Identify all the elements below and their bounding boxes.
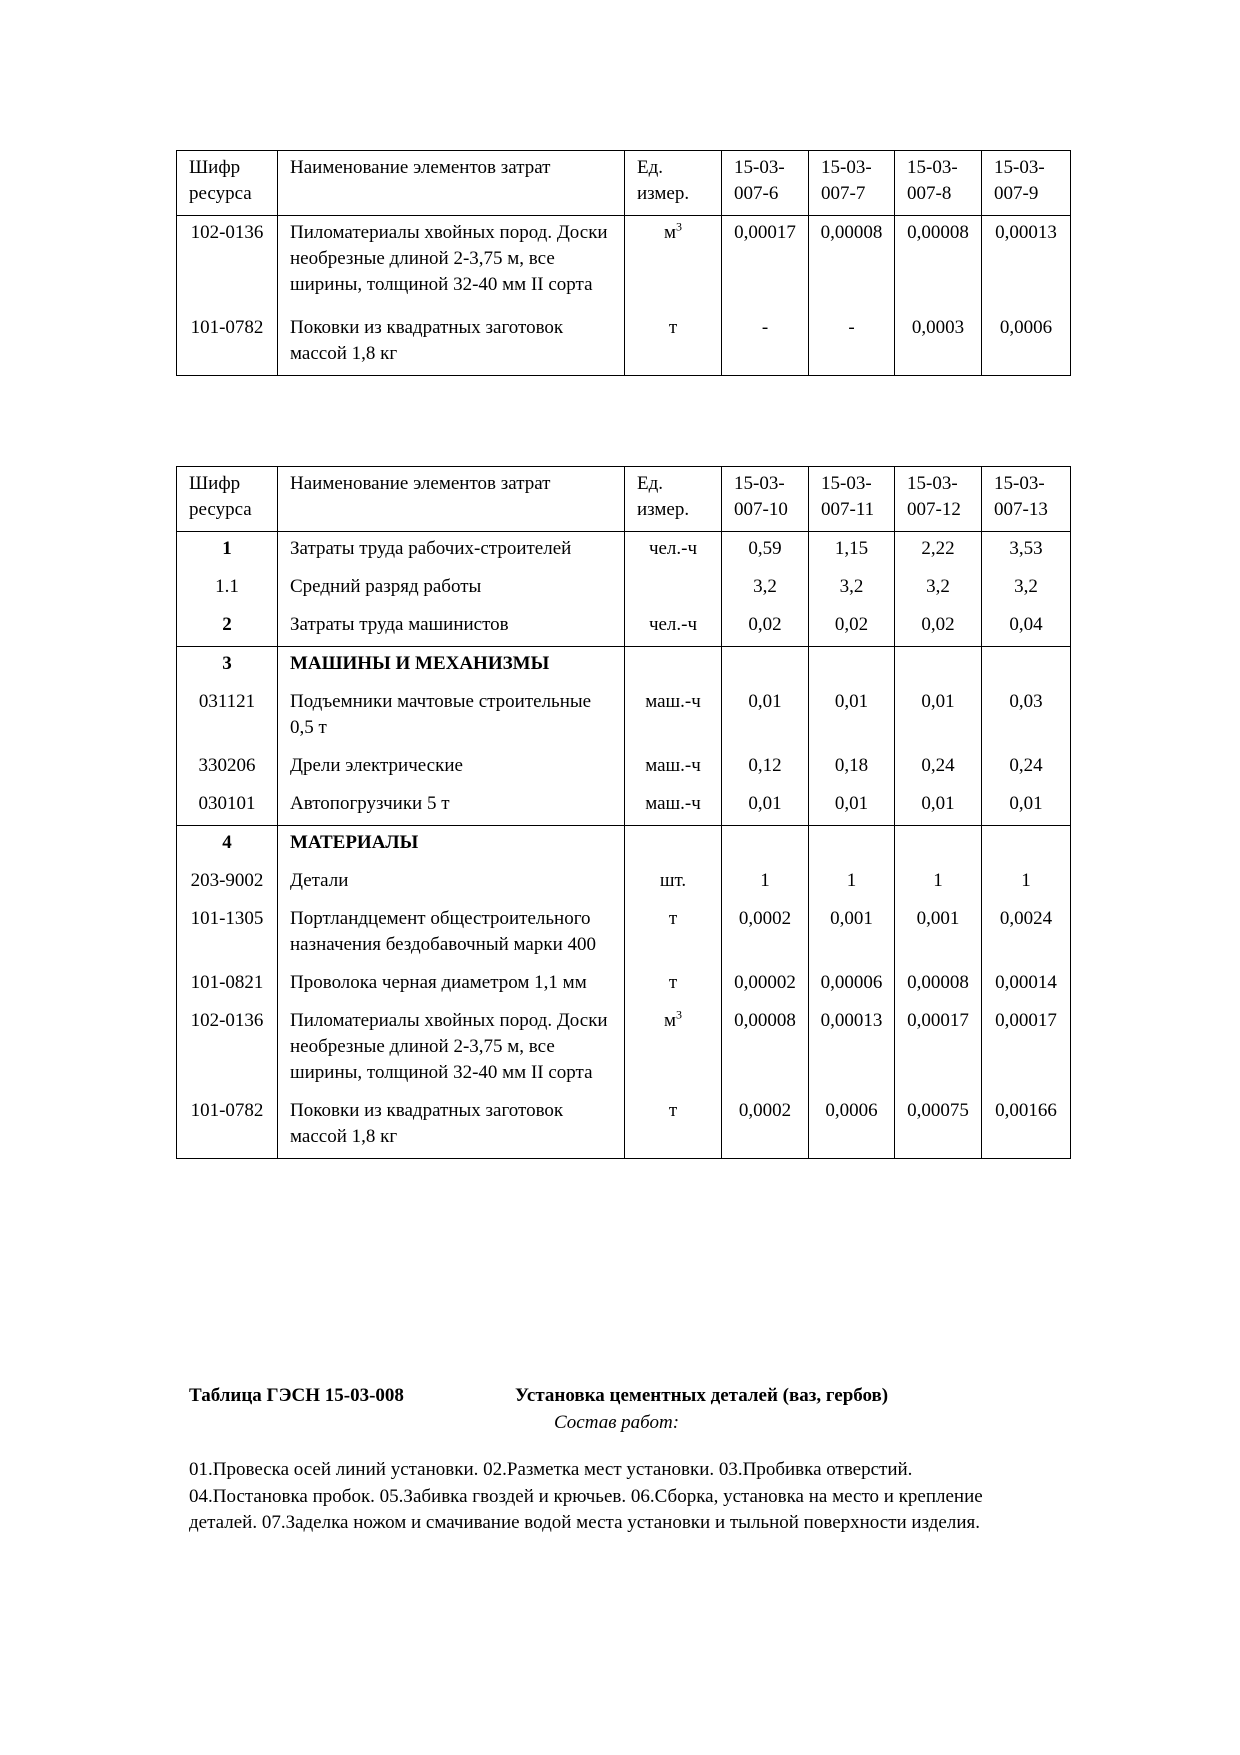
cell-value: -: [809, 311, 895, 376]
cell-name: Затраты труда машинистов: [278, 608, 625, 647]
cell-value: 0,00017: [982, 1004, 1071, 1094]
header-col-7: 15-03-007-7: [809, 151, 895, 216]
unit-text: м: [663, 222, 677, 243]
cell-unit: [625, 216, 722, 312]
caption-title: Установка цементных деталей (ваз, гербов): [515, 1385, 889, 1406]
cell-value: 0,01: [809, 787, 895, 826]
cell-unit: [625, 826, 722, 865]
unit-text: маш.-ч: [645, 755, 701, 776]
cell-value: [809, 826, 895, 865]
unit-text: м: [663, 1010, 677, 1031]
table-row: [177, 216, 1071, 312]
cell-value: 0,0003: [895, 311, 982, 376]
cell-value: 0,01: [895, 787, 982, 826]
cell-value: 1,15: [809, 532, 895, 571]
cell-unit: [625, 864, 722, 902]
cell-code: 101-0821: [177, 966, 278, 1004]
cell-unit: [625, 311, 722, 376]
cell-value: 0,00008: [809, 216, 895, 312]
cell-value: 0,001: [809, 902, 895, 966]
cell-value: 0,18: [809, 749, 895, 787]
table-row: [177, 311, 1071, 376]
cell-value: 0,0006: [809, 1094, 895, 1159]
header-col-13: 15-03-007-13: [982, 467, 1071, 532]
cell-code: 4: [177, 826, 278, 865]
table-row: [177, 570, 1071, 608]
cell-value: [722, 826, 809, 865]
table-row: [177, 787, 1071, 826]
header-unit: Ед. измер.: [625, 467, 722, 532]
cell-value: 2,22: [895, 532, 982, 571]
table-header-row: [177, 467, 1071, 532]
cell-unit: [625, 532, 722, 571]
unit-text: т: [668, 908, 678, 929]
table-body: [177, 532, 1071, 1159]
header-col-9: 15-03-007-9: [982, 151, 1071, 216]
cell-value: 0,00166: [982, 1094, 1071, 1159]
cell-value: 1: [982, 864, 1071, 902]
cell-name: Затраты труда рабочих-строителей: [278, 532, 625, 571]
cell-value: 0,00013: [982, 216, 1071, 312]
cell-unit: [625, 647, 722, 686]
cell-value: [895, 826, 982, 865]
cell-unit: [625, 685, 722, 749]
cell-value: 0,01: [722, 787, 809, 826]
cell-value: 0,02: [722, 608, 809, 647]
unit-superscript: 3: [676, 219, 683, 234]
cell-value: 0,24: [982, 749, 1071, 787]
cell-unit: [625, 570, 722, 608]
header-unit: Ед. измер.: [625, 151, 722, 216]
cell-unit: [625, 749, 722, 787]
cell-code: 330206: [177, 749, 278, 787]
caption-table-code: Таблица ГЭСН 15-03-008: [189, 1385, 404, 1406]
cell-value: 3,53: [982, 532, 1071, 571]
table-header-row: [177, 151, 1071, 216]
cell-unit: [625, 966, 722, 1004]
cell-value: 0,00013: [809, 1004, 895, 1094]
unit-text: т: [668, 1100, 678, 1121]
unit-superscript: 3: [676, 1007, 683, 1022]
cell-code: 1: [177, 532, 278, 571]
cell-value: [982, 647, 1071, 686]
cell-value: 0,00008: [895, 966, 982, 1004]
unit-text: шт.: [659, 870, 687, 891]
cell-value: 0,01: [895, 685, 982, 749]
header-name: Наименование элементов затрат: [278, 467, 625, 532]
cell-name: Поковки из квадратных заготовок массой 1,8 кг: [278, 311, 625, 376]
table-row: [177, 647, 1071, 686]
cell-value: 0,01: [982, 787, 1071, 826]
cell-name: Проволока черная диаметром 1,1 мм: [278, 966, 625, 1004]
cell-code: 1.1: [177, 570, 278, 608]
cell-name: МАТЕРИАЛЫ: [278, 826, 625, 865]
table-row: [177, 749, 1071, 787]
cell-name: МАШИНЫ И МЕХАНИЗМЫ: [278, 647, 625, 686]
cell-code: 3: [177, 647, 278, 686]
table-row: [177, 826, 1071, 865]
cell-unit: [625, 902, 722, 966]
cell-unit: [625, 787, 722, 826]
cell-value: 0,02: [809, 608, 895, 647]
cell-value: 0,00008: [895, 216, 982, 312]
cell-code: 102-0136: [177, 216, 278, 312]
cell-value: [895, 647, 982, 686]
cell-value: 0,24: [895, 749, 982, 787]
table-row: [177, 966, 1071, 1004]
header-code: Шифр ресурса: [177, 151, 278, 216]
header-code: Шифр ресурса: [177, 467, 278, 532]
cell-name: Детали: [278, 864, 625, 902]
header-col-10: 15-03-007-10: [722, 467, 809, 532]
header-name: Наименование элементов затрат: [278, 151, 625, 216]
cell-value: 0,01: [722, 685, 809, 749]
cell-value: 0,00075: [895, 1094, 982, 1159]
header-col-12: 15-03-007-12: [895, 467, 982, 532]
cell-value: 3,2: [722, 570, 809, 608]
cell-name: Портландцемент общестроительного назначения бездобавочный марки 400: [278, 902, 625, 966]
cell-value: 0,00017: [895, 1004, 982, 1094]
cell-code: 102-0136: [177, 1004, 278, 1094]
unit-text: маш.-ч: [645, 793, 701, 814]
cell-value: 0,01: [809, 685, 895, 749]
header-col-6: 15-03-007-6: [722, 151, 809, 216]
cell-value: 0,04: [982, 608, 1071, 647]
cell-value: 0,00006: [809, 966, 895, 1004]
cell-value: 0,59: [722, 532, 809, 571]
header-col-8: 15-03-007-8: [895, 151, 982, 216]
cell-value: 1: [809, 864, 895, 902]
work-composition-label: Состав работ:: [554, 1412, 680, 1433]
table-row: [177, 685, 1071, 749]
cell-value: 3,2: [809, 570, 895, 608]
cell-value: 0,03: [982, 685, 1071, 749]
cell-code: 101-0782: [177, 311, 278, 376]
table-row: [177, 532, 1071, 571]
cell-value: [982, 826, 1071, 865]
cell-value: 1: [722, 864, 809, 902]
cell-name: Пиломатериалы хвойных пород. Доски необрезные длиной 2-3,75 м, все ширины, толщиной 32-40 мм II сорта: [278, 216, 625, 312]
table-caption: [189, 1383, 1069, 1409]
resource-table-1: [176, 150, 1071, 376]
cell-unit: [625, 1094, 722, 1159]
cell-code: 030101: [177, 787, 278, 826]
cell-name: Автопогрузчики 5 т: [278, 787, 625, 826]
table-row: [177, 608, 1071, 647]
cell-name: Средний разряд работы: [278, 570, 625, 608]
cell-code: 101-0782: [177, 1094, 278, 1159]
cell-value: 0,00002: [722, 966, 809, 1004]
cell-unit: [625, 1004, 722, 1094]
cell-unit: [625, 608, 722, 647]
unit-text: маш.-ч: [645, 691, 701, 712]
table-row: [177, 1094, 1071, 1159]
unit-text: т: [668, 972, 678, 993]
cell-code: 2: [177, 608, 278, 647]
cell-name: Пиломатериалы хвойных пород. Доски необрезные длиной 2-3,75 м, все ширины, толщиной 32-40 мм II сорта: [278, 1004, 625, 1094]
cell-value: 3,2: [982, 570, 1071, 608]
cell-value: 0,02: [895, 608, 982, 647]
table-row: [177, 902, 1071, 966]
cell-value: [722, 647, 809, 686]
cell-code: 203-9002: [177, 864, 278, 902]
cell-name: Поковки из квадратных заготовок массой 1,8 кг: [278, 1094, 625, 1159]
cell-value: [809, 647, 895, 686]
cell-value: 0,0024: [982, 902, 1071, 966]
cell-value: 0,00008: [722, 1004, 809, 1094]
table-row: [177, 864, 1071, 902]
cell-value: 0,0006: [982, 311, 1071, 376]
unit-text: т: [668, 317, 678, 338]
cell-name: Дрели электрические: [278, 749, 625, 787]
work-composition-text: 01.Провеска осей линий установки. 02.Разметка мест установки. 03.Пробивка отверстий. 04.Постановка пробок. 05.Забивка гвоздей и крючьев. 06.Сборка, установка на место и крепление деталей. 07.Заделка ножом и смачивание водой места установки и тыльной поверхности изделия.: [189, 1459, 983, 1533]
cell-value: 0,0002: [722, 1094, 809, 1159]
header-col-11: 15-03-007-11: [809, 467, 895, 532]
cell-value: 0,0002: [722, 902, 809, 966]
cell-value: 0,001: [895, 902, 982, 966]
cell-value: 1: [895, 864, 982, 902]
cell-value: 0,00017: [722, 216, 809, 312]
cell-name: Подъемники мачтовые строительные 0,5 т: [278, 685, 625, 749]
unit-text: чел.-ч: [648, 538, 698, 559]
cell-value: 0,12: [722, 749, 809, 787]
cell-code: 101-1305: [177, 902, 278, 966]
resource-table-2: [176, 466, 1071, 1159]
cell-code: 031121: [177, 685, 278, 749]
cell-value: 0,00014: [982, 966, 1071, 1004]
cell-value: -: [722, 311, 809, 376]
table-row: [177, 1004, 1071, 1094]
cell-value: 3,2: [895, 570, 982, 608]
unit-text: чел.-ч: [648, 614, 698, 635]
